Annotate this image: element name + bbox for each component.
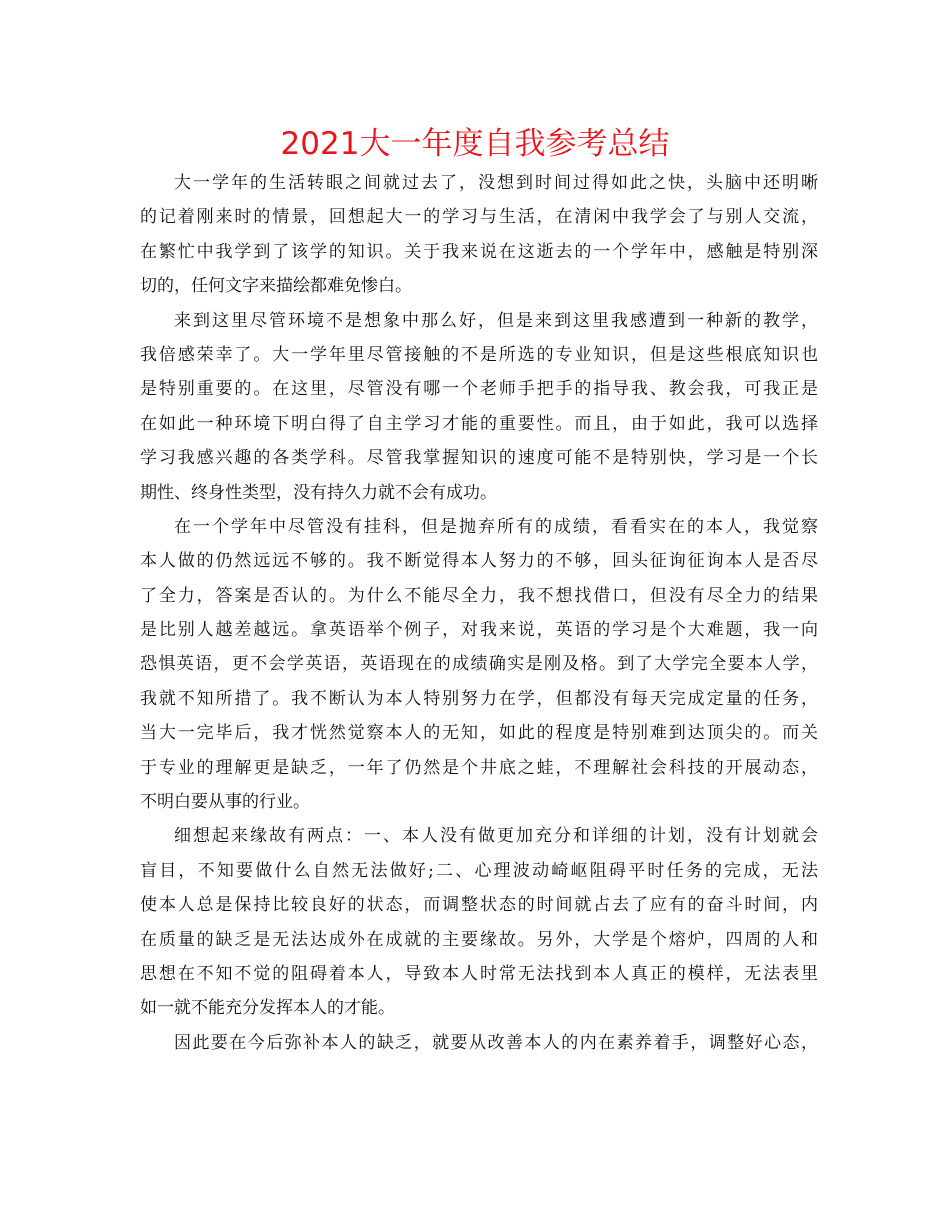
paragraph-line: 在如此一种环境下明白得了自主学习才能的重要性。而且，由于如此，我可以选择 — [140, 413, 818, 434]
paragraph-line: 使本人总是保持比较良好的状态，而调整状态的时间就占去了应有的奋斗时间，内 — [140, 895, 818, 916]
paragraph-line: 来到这里尽管环境不是想象中那么好，但是来到这里我感遭到一种新的教学， — [174, 310, 818, 331]
paragraph-line: 于专业的理解更是缺乏，一年了仍然是个井底之蛙，不理解社会科技的开展动态， — [140, 757, 818, 778]
paragraph-line: 大一学年的生活转眼之间就过去了，没想到时间过得如此之快，头脑中还明晰 — [174, 173, 818, 193]
paragraph-line: 切的，任何文字来描绘都难免惨白。 — [140, 276, 412, 297]
paragraph-line: 思想在不知不觉的阻碍着本人，导致本人时常无法找到本人真正的模样，无法表里 — [140, 963, 818, 984]
document-body — [140, 166, 818, 1060]
paragraph-line: 期性、终身性类型，没有持久力就不会有成功。 — [140, 482, 497, 503]
paragraph-line: 在繁忙中我学到了该学的知识。关于我来说在这逝去的一个学年中，感触是特别深 — [140, 241, 818, 262]
paragraph — [140, 510, 818, 820]
paragraph-line: 盲目，不知要做什么自然无法做好;二、心理波动崎岖阻碍平时任务的完成，无法 — [140, 860, 818, 881]
paragraph — [140, 819, 818, 1025]
paragraph-line: 的记着刚来时的情景，回想起大一的学习与生活，在清闲中我学会了与别人交流， — [140, 207, 818, 228]
paragraph-line: 当大一完毕后，我才恍然觉察本人的无知，如此的程度是特别难到达顶尖的。而关 — [140, 723, 818, 744]
paragraph-line: 在一个学年中尽管没有挂科，但是抛弃所有的成绩，看看实在的本人，我觉察 — [174, 516, 818, 537]
paragraph-line: 了全力，答案是否认的。为什么不能尽全力，我不想找借口，但没有尽全力的结果 — [140, 585, 818, 606]
paragraph-line: 不明白要从事的行业。 — [140, 792, 310, 813]
paragraph-line: 我就不知所措了。我不断认为本人特别努力在学，但都没有每天完成定量的任务， — [140, 688, 818, 709]
paragraph — [140, 304, 818, 510]
paragraph-line: 本人做的仍然远远不够的。我不断觉得本人努力的不够，回头征询征询本人是否尽 — [140, 551, 818, 572]
paragraph — [140, 166, 818, 304]
paragraph — [140, 1026, 818, 1060]
paragraph-line: 因此要在今后弥补本人的缺乏，就要从改善本人的内在素养着手，调整好心态， — [174, 1032, 818, 1053]
paragraph-line: 是比别人越差越远。拿英语举个例子，对我来说，英语的学习是个大难题，我一向 — [140, 620, 818, 641]
document-title: 2021大一年度自我参考总结 — [280, 126, 670, 162]
paragraph-line: 我倍感荣幸了。大一学年里尽管接触的不是所选的专业知识，但是这些根底知识也 — [140, 344, 818, 365]
paragraph-line: 恐惧英语，更不会学英语，英语现在的成绩确实是刚及格。到了大学完全要本人学， — [140, 654, 818, 675]
paragraph-line: 是特别重要的。在这里，尽管没有哪一个老师手把手的指导我、教会我，可我正是 — [140, 379, 818, 400]
paragraph-line: 如一就不能充分发挥本人的才能。 — [140, 998, 395, 1019]
paragraph-line: 细想起来缘故有两点：一、本人没有做更加充分和详细的计划，没有计划就会 — [174, 826, 818, 847]
paragraph-line: 在质量的缺乏是无法达成外在成就的主要缘故。另外，大学是个熔炉，四周的人和 — [140, 929, 818, 950]
paragraph-line: 学习我感兴趣的各类学科。尽管我掌握知识的速度可能不是特别快，学习是一个长 — [140, 448, 818, 469]
